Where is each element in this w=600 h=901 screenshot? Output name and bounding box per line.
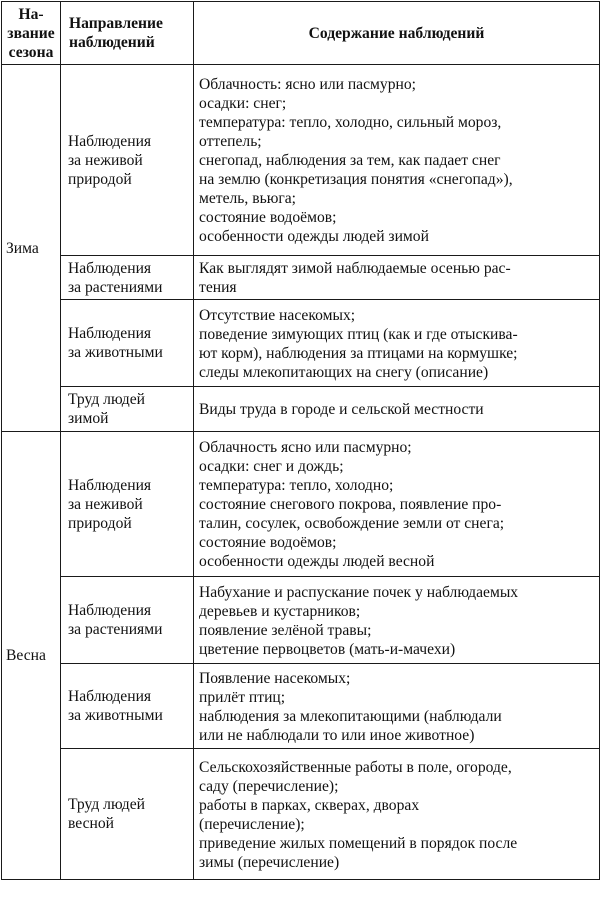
content-line: приведение жилых помещений в порядок после <box>199 834 518 852</box>
observation-content <box>194 664 600 749</box>
direction-line: Наблюдения <box>68 259 152 277</box>
content-line: тения <box>199 279 237 296</box>
direction-line: природой <box>68 170 132 188</box>
direction-line: Наблюдения <box>68 132 152 150</box>
content-line: Набухание и распускание почек у наблюдаемых <box>199 583 519 601</box>
content-line: ют корм), наблюдения за птицами на кормушке; <box>199 344 518 362</box>
content-line: появление зелёной травы; <box>199 621 372 639</box>
observations-table <box>1 1 600 880</box>
season-name: Весна <box>2 432 61 880</box>
direction-line: за неживой <box>68 495 143 513</box>
header-row <box>2 2 600 65</box>
content-line: Облачность: ясно или пасмурно; <box>199 76 416 93</box>
direction-line: за растениями <box>68 278 163 296</box>
content-line: саду (перечисление); <box>199 777 339 795</box>
observation-content <box>194 749 600 880</box>
content-line: цветение первоцветов (мать-и-мачехи) <box>199 640 456 658</box>
observation-direction <box>61 300 194 387</box>
observation-content <box>194 387 600 432</box>
header-content: Содержание наблюдений <box>194 2 600 65</box>
direction-line: Труд людей <box>68 391 146 408</box>
table-row <box>2 387 600 432</box>
table-row <box>2 300 600 387</box>
content-line: поведение зимующих птиц (как и где отыскива- <box>199 325 518 343</box>
direction-line: природой <box>68 514 132 532</box>
observation-content <box>194 577 600 664</box>
content-line: на землю (конкретизация понятия «снегопад»), <box>199 171 513 188</box>
content-line: Облачность ясно или пасмурно; <box>199 439 412 456</box>
content-line: прилёт птиц; <box>199 688 286 706</box>
content-line: состояние снегового покрова, появление про- <box>199 496 502 513</box>
content-line: деревьев и кустарников; <box>199 602 361 620</box>
observation-content <box>194 300 600 387</box>
content-line: температура: тепло, холодно, сильный мороз, <box>199 114 502 131</box>
direction-line: зимой <box>68 410 109 427</box>
observation-direction <box>61 577 194 664</box>
content-line: Виды труда в городе и сельской местности <box>199 401 484 418</box>
table-body <box>2 65 600 880</box>
observation-content <box>194 65 600 256</box>
content-line: осадки: снег; <box>199 95 287 112</box>
header-season-line: сезона <box>8 43 54 61</box>
table-row <box>2 256 600 300</box>
direction-line: Труд людей <box>68 796 146 813</box>
header-direction-line: наблюдений <box>69 34 155 51</box>
header-season <box>2 2 61 65</box>
direction-line: за животными <box>68 707 163 724</box>
observation-direction <box>61 65 194 256</box>
content-line: метель, вьюга; <box>199 190 296 207</box>
content-line: температура: тепло, холодно; <box>199 477 394 494</box>
content-line: Появление насекомых; <box>199 669 351 687</box>
content-line: оттепель; <box>199 133 262 150</box>
header-season-line: На- <box>18 5 44 23</box>
direction-line: за растениями <box>68 621 163 638</box>
header-season-line: звание <box>7 24 55 42</box>
content-line: или не наблюдали то или иное животное) <box>199 726 475 744</box>
observation-content <box>194 432 600 577</box>
observation-direction <box>61 664 194 749</box>
content-line: снегопад, наблюдения за тем, как падает снег <box>199 152 501 169</box>
table-row <box>2 664 600 749</box>
header-direction <box>61 2 194 65</box>
table-row <box>2 749 600 880</box>
table-row <box>2 577 600 664</box>
content-line: состояние водоёмов; <box>199 209 337 226</box>
direction-line: Наблюдения <box>68 688 152 705</box>
table-row <box>2 432 600 577</box>
content-line: наблюдения за млекопитающими (наблюдали <box>199 707 502 725</box>
direction-line: Наблюдения <box>68 325 152 342</box>
season-name: Зима <box>2 65 61 432</box>
direction-line: за животными <box>68 344 163 361</box>
content-line: следы млекопитающих на снегу (описание) <box>199 363 489 381</box>
direction-line: за неживой <box>68 151 143 169</box>
content-line: талин, сосулек, освобождение земли от снега; <box>199 515 505 532</box>
content-line: особенности одежды людей зимой <box>199 228 429 245</box>
table-row <box>2 65 600 256</box>
content-line: Отсутствие насекомых; <box>199 306 356 324</box>
content-line: Сельскохозяйственные работы в поле, огороде, <box>199 758 512 776</box>
content-line: Как выглядят зимой наблюдаемые осенью рас- <box>199 260 511 277</box>
direction-line: Наблюдения <box>68 602 152 619</box>
observation-direction <box>61 256 194 300</box>
content-line: (перечисление); <box>199 815 305 833</box>
observation-direction <box>61 749 194 880</box>
observation-direction <box>61 432 194 577</box>
content-line: осадки: снег и дождь; <box>199 458 344 475</box>
content-line: работы в парках, скверах, дворах <box>199 796 420 814</box>
observation-content <box>194 256 600 300</box>
content-line: состояние водоёмов; <box>199 534 337 551</box>
observation-direction <box>61 387 194 432</box>
direction-line: весной <box>68 815 114 832</box>
content-line: особенности одежды людей весной <box>199 553 435 570</box>
content-line: зимы (перечисление) <box>199 853 340 871</box>
header-direction-line: Направление <box>69 15 163 32</box>
direction-line: Наблюдения <box>68 476 152 494</box>
